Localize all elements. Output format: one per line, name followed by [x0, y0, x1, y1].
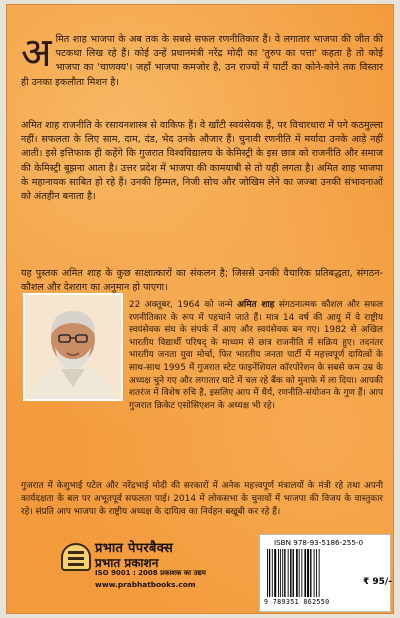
- barcode-bar: [280, 549, 281, 597]
- publisher-imprint: प्रभात पेपरबैक्स: [95, 541, 174, 556]
- barcode-bar: [307, 549, 309, 597]
- intro-paragraph: [21, 30, 383, 90]
- barcode-icon: [266, 549, 358, 597]
- barcode-bar: [284, 549, 285, 597]
- author-bio-first: 22 अक्तूबर, 1964 को जन्मे अमित शाह संगठनात्मक कौशल और सफल रणनीतिकार के रूप में पहचाने जाते हैं। मात्र 14 वर्ष की आयु में वे राष्ट्रीय स्वयंसेवक संघ के संपर्क में आए और स्वयंसेवक बन गए। 1982 से अखिल भारतीय विद्यार्थी परिषद् के माध्यम से छात्र राजनीति में सक्रिय हुए। तदनंतर भारतीय जनता युवा मोर्चा, फिर भारतीय जनता पार्टी में महत्त्वपूर्ण दायित्वों के साथ-साथ 1995 में गुजरात स्टेट फाइनेंशियल कॉरपोरेशन के सबसे कम उम्र के अध्यक्ष चुने गए और लगातार घाटे में चल रहे बैंक को मुनाफे में ला दिया। आपकी शतरंज में विशेष रुचि है, इसलिए आप में धैर्य, रणनीति-संयोजन के गुण हैं। आप गुजरात क्रिकेट एसोसिएशन के अध्यक्ष भी रहे।: [129, 300, 383, 411]
- barcode-digits: 9 789351 862550: [264, 598, 330, 606]
- barcode-bar: [267, 549, 268, 597]
- drop-cap-letter: अ: [21, 30, 52, 76]
- isbn-text: ISBN 978-93-5186-255-0: [274, 538, 364, 547]
- barcode-bar: [290, 549, 291, 597]
- barcode-bar: [301, 549, 302, 597]
- second-paragraph: अमित शाह राजनीति के रसायनशास्त्र से वाकिफ हैं। वे खाँटी स्वयंसेवक हैं, पर विचारधारा में पगे कठमुल्ला नहीं। सफलता के लिए साम, दाम, दंड, भेद उनके औजार हैं। चुनावी रणनीति में मर्यादा उनके आड़े नहीं आती। इसे इत्तिफाक ही कहेंगे कि गुजरात विश्वविद्यालय के केमिस्ट्री के इस छात्र को राजनीति और समाज की केमिस्ट्री बूझना आता है। उत्तर प्रदेश में भाजपा की कामयाबी से तो यही लगता है। अमित शाह भाजपा के महानायक साबित हो रहे हैं। उनकी हिम्मत, निजी सोच और जोखिम लेने का जज्बा उनकी संभावनाओं को अंतहीन बनाता है।: [21, 120, 383, 203]
- barcode-box: [259, 534, 391, 612]
- barcode-bar: [282, 549, 283, 597]
- price-label: ₹ 95/-: [363, 577, 392, 587]
- publisher-iso: ISO 9001 : 2008 प्रकाशक का उद्यम: [95, 569, 206, 577]
- barcode-bar: [278, 549, 279, 597]
- author-bio: [21, 299, 383, 412]
- publisher-url[interactable]: www.prabhatbooks.com: [95, 580, 196, 589]
- barcode-bar: [293, 549, 294, 597]
- publisher-block: [61, 537, 221, 587]
- barcode-bar: [272, 549, 273, 597]
- barcode-bar: [288, 549, 289, 597]
- barcode-bar: [296, 549, 298, 597]
- publisher-name: प्रभात प्रकाशन: [95, 556, 159, 570]
- publisher-lamp-logo-icon: [61, 543, 91, 571]
- back-cover: [6, 4, 394, 614]
- author-name: अमित शाह: [237, 300, 275, 310]
- barcode-bar: [314, 549, 315, 597]
- barcode-bar: [299, 549, 300, 597]
- barcode-bar: [274, 549, 276, 597]
- barcode-bar: [269, 549, 270, 597]
- barcode-bar: [316, 549, 317, 597]
- third-paragraph: यह पुस्तक अमित शाह के कुछ साक्षात्कारों का संकलन है; जिससे उनकी वैचारिक प्रतिबद्धता, संगठन-कौशल और देशराग का अनुमान हो पाएगा।: [21, 268, 383, 294]
- barcode-bar: [310, 549, 311, 597]
- intro-text: मित शाह भाजपा के अब तक के सबसे सफल रणनीतिकार हैं। वे लगातार भाजपा की जीत की पटकथा लिख रहे हैं। कोई उन्हें प्रधानमंत्री नरेंद्र मोदी का 'तुरुप का पत्ता' कहता है तो कोई भाजपा का 'चाणक्य'। जहाँ भाजपा कमजोर है, उन राज्यों में पार्टी का कोने-कोने तक विस्तार ही उनका इकलौता मिशन है।: [21, 34, 383, 88]
- barcode-bar: [319, 549, 320, 597]
- author-bio-second: गुजरात में केशुभाई पटेल और नरेंद्रभाई मोदी की सरकारों में अनेक महत्त्वपूर्ण मंत्रालयों के मंत्री रहे तथा अपनी कार्यदक्षता के बल पर अभूतपूर्व सफलता पाई। 2014 में लोकसभा के चुनावों में भाजपा की विजय के वास्तुकार रहे। संप्रति आप भाजपा के राष्ट्रीय अध्यक्ष के दायित्व का निर्वहन बखूबी कर रहे हैं।: [21, 481, 383, 517]
- barcode-bar: [304, 549, 306, 597]
